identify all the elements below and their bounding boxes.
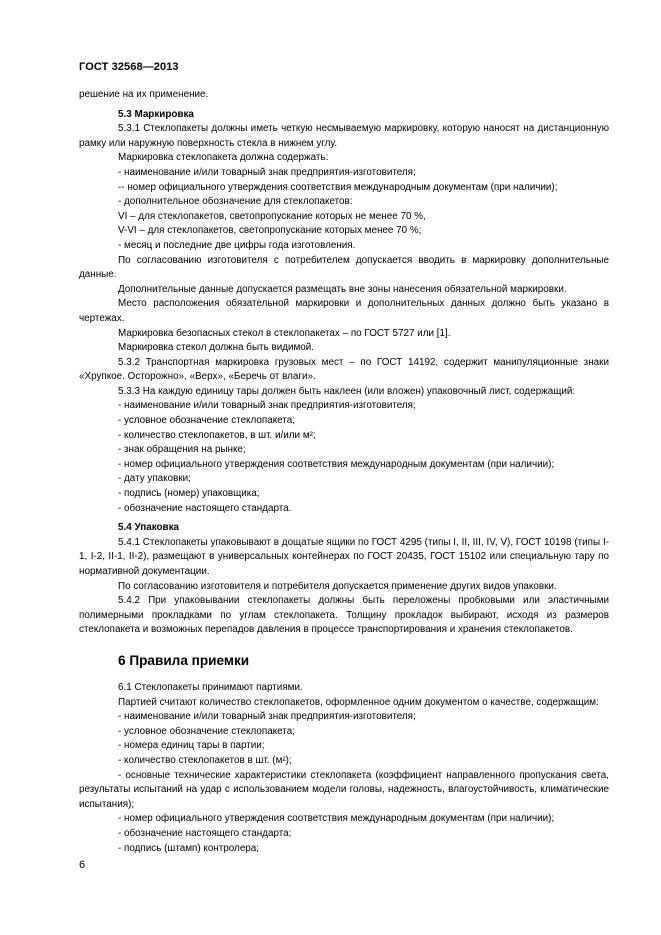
page-number: 6 xyxy=(79,859,86,871)
list-item: - обозначение настоящего стандарта; xyxy=(118,827,292,839)
paragraph: Место расположения обязательной маркировки и дополнительных данных должно быть указано в чертежах. xyxy=(79,298,609,324)
list-item: - условное обозначение стеклопакета; xyxy=(118,725,295,737)
paragraph: 5.4.2 При упаковывании стеклопакеты должны быть переложены пробковыми или эластичными полимерными прокладками по углам стеклопакета. Толщину прокладок выбирают, исходя из размеров стеклопакета и возможных перепадов давления в процессе транспортирования и хранения стеклопакетов. xyxy=(79,595,609,636)
paragraph: Партией считают количество стеклопакетов, оформленное одним документом о качестве, содержащим: xyxy=(118,696,599,708)
list-item: - дату упаковки; xyxy=(118,473,191,485)
paragraph: Маркировка стеклопакета должна содержать: xyxy=(118,152,329,164)
paragraph: 5.4.1 Стеклопакеты упаковывают в дощатые ящики по ГОСТ 4295 (типы I, II, III, IV, V), ГОСТ 10198 (типы I-1, I-2, II-1, II-2), размещают в универсальных контейнерах по ГОСТ 20435, ГОСТ 15102 или специальную тару по нормативной документации. xyxy=(79,536,609,577)
list-item: VI – для стеклопакетов, светопропускание которых не менее 70 %, xyxy=(118,210,426,222)
paragraph: 5.3.1 Стеклопакеты должны иметь четкую несмываемую маркировку, которую наносят на дистанционную рамку или наружную поверхность стекла в нижнем углу. xyxy=(79,123,609,149)
paragraph: По согласованию изготовителя с потребителем допускается вводить в маркировку дополнительные данные. xyxy=(79,254,609,281)
list-item: - номер официального утверждения соответствия международным документам (при наличии); xyxy=(118,458,555,470)
paragraph: -- номер официального утверждения соответствия международным документам (при наличии); xyxy=(118,181,558,193)
list-item: - дополнительное обозначение для стеклопакетов: xyxy=(118,196,353,208)
list-item: - условное обозначение стеклопакета; xyxy=(118,415,295,427)
paragraph: Дополнительные данные допускается размещать вне зоны нанесения обязательной маркировки. xyxy=(118,283,567,295)
paragraph: По согласованию изготовителя и потребителя допускается применение других видов упаковки. xyxy=(118,580,557,592)
paragraph: 5.3.3 На каждую единицу тары должен быть наклеен (или вложен) упаковочный лист, содержащий: xyxy=(118,385,576,397)
paragraph: - основные технические характеристики стеклопакета (коэффициент направленного пропускания света, результаты испытаний на удар с использованием модели головы, надежность, влагоустойчивость, климатические испытания); xyxy=(79,769,609,810)
list-item: - номер официального утверждения соответствия международным документам (при наличии); xyxy=(118,813,555,825)
paragraph: 5.3.2 Транспортная маркировка грузовых мест – по ГОСТ 14192, содержит манипуляционные знаки «Хрупкое. Осторожно», «Верх», «Беречь от влаги». xyxy=(79,356,609,383)
list-item: - наименование и/или товарный знак предприятия-изготовителя; xyxy=(118,711,416,723)
list-item: V-VI – для стеклопакетов, светопропускание которых менее 70 %; xyxy=(118,225,422,237)
paragraph: решение на их применение. xyxy=(79,89,209,100)
chapter-heading: 6 Правила приемки xyxy=(118,652,250,668)
list-item: - подпись (штамп) контролера; xyxy=(118,842,260,854)
list-item: - наименование и/или товарный знак предприятия-изготовителя; xyxy=(118,166,416,178)
section-heading: 5.3 Маркировка xyxy=(118,108,194,120)
paragraph: 6.1 Стеклопакеты принимают партиями. xyxy=(118,681,303,693)
paragraph: Маркировка безопасных стекол в стеклопакетах – по ГОСТ 5727 или [1]. xyxy=(118,327,451,339)
list-item: - обозначение настоящего стандарта. xyxy=(118,502,292,514)
list-item: - знак обращения на рынке; xyxy=(118,444,246,456)
list-item: - количество стеклопакетов, в шт. и/или м²; xyxy=(118,429,316,441)
list-item: - наименование и/или товарный знак предприятия-изготовителя; xyxy=(118,400,416,412)
list-item: - месяц и последние две цифры года изготовления. xyxy=(118,239,356,251)
list-item: - номера единиц тары в партии; xyxy=(118,740,265,752)
paragraph: Маркировка стекол должна быть видимой. xyxy=(118,342,315,354)
section-heading: 5.4 Упаковка xyxy=(118,522,180,534)
list-item: - количество стеклопакетов в шт. (м²); xyxy=(118,754,292,766)
document-body xyxy=(79,88,609,856)
document-header: ГОСТ 32568—2013 xyxy=(79,61,179,73)
document-page xyxy=(79,0,609,935)
list-item: - подпись (номер) упаковщика; xyxy=(118,488,260,500)
